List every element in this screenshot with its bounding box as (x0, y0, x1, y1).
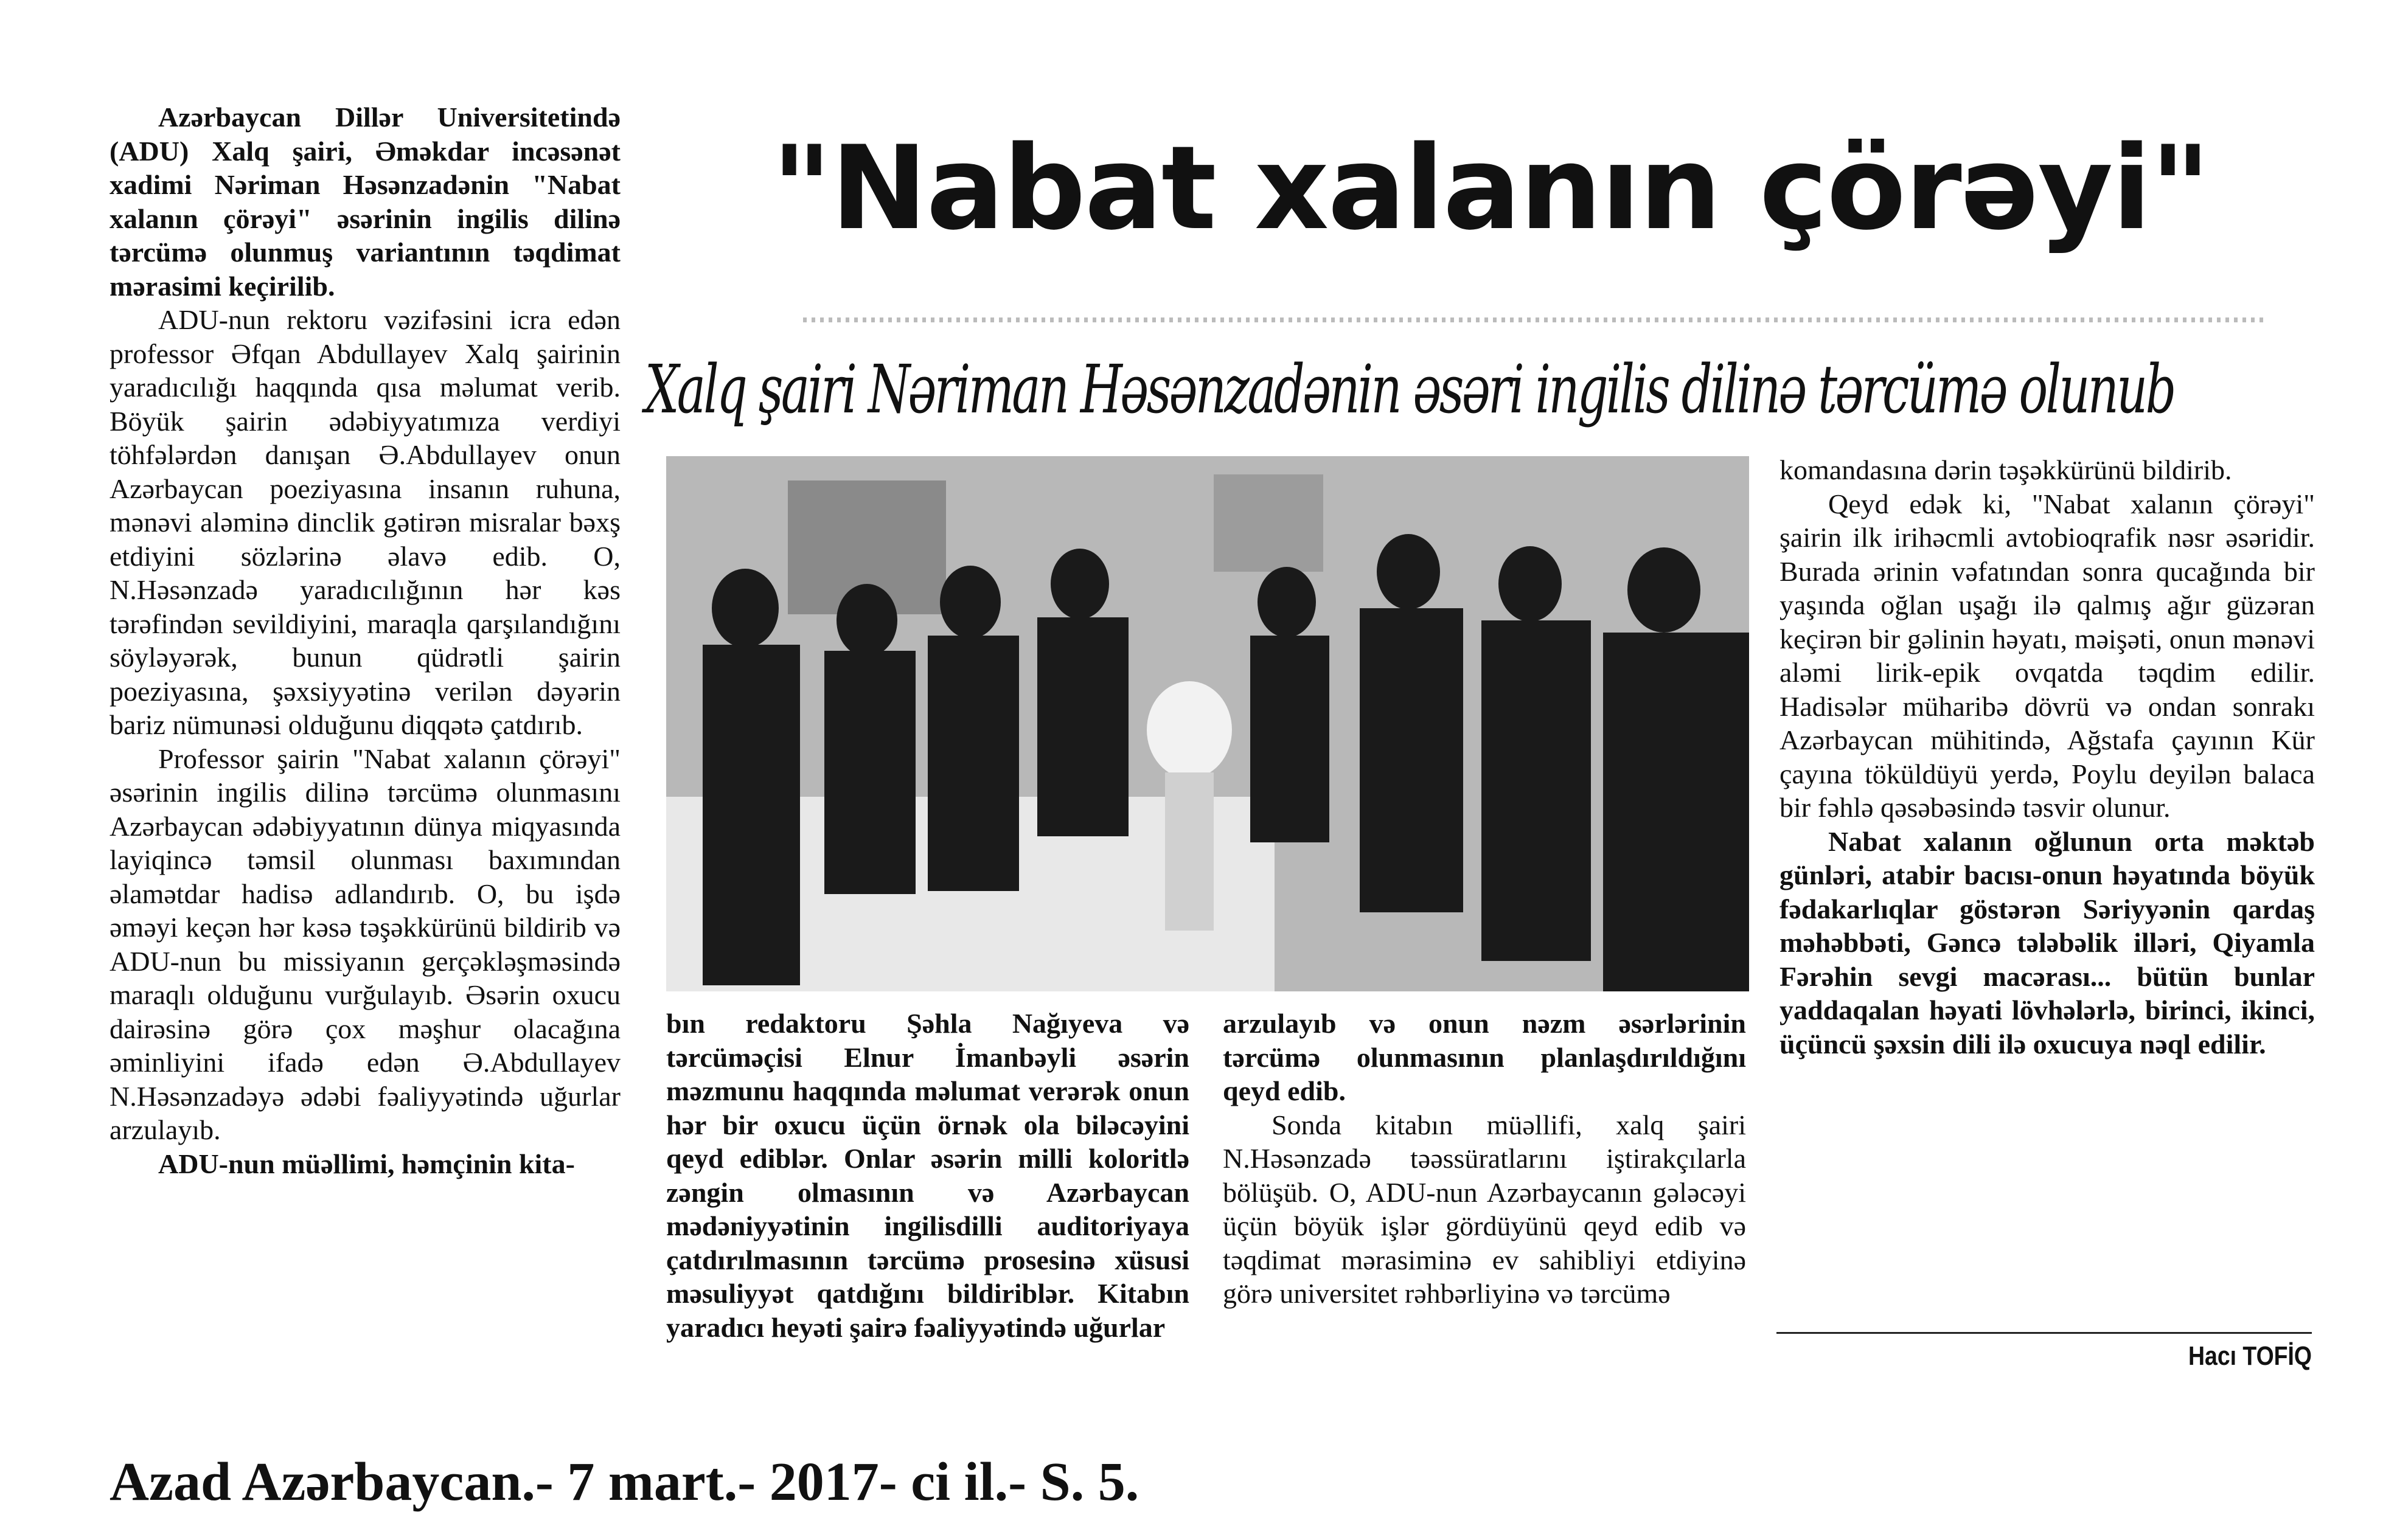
article-paragraph: Nabat xalanın oğlunun orta məktəb günləri, atabir bacısı-onun həyatında böyük fədakarlıqlar göstərən Səriyyənin qardaş məhəbbəti, Gəncə tələbəlik illəri, Qiyamla Fərəhin sevgi macərası... bütün bunlar yaddaqalan həyati lövhələrlə, birinci, ikinci, üçüncü şəxsin dili ilə oxucuya nəql edilir. (1779, 825, 2315, 1060)
source-citation: Azad Azərbaycan.- 7 mart.- 2017- ci il.- S. 5. (110, 1452, 1139, 1512)
event-photo-illustration (666, 456, 1749, 991)
article-paragraph: bın redaktoru Şəhla Nağıyeva və tərcüməçisi Elnur İmanbəyli əsərin məzmunu haqqında məlumat verərək onun hər bir oxucu üçün örnək ola biləcəyini qeyd ediblər. Onlar əsərin milli koloritlə zəngin olmasının və Azərbaycan mədəniyyətinin ingilisdilli auditoriyaya çatdırılmasının tərcümə prosesinə xüsusi məsuliyyət qatdığını bildiriblər. Kitabın yaradıcı heyəti şairə fəaliyyətində uğurlar (666, 1008, 1189, 1343)
author-signature: Hacı TOFİQ (2188, 1341, 2312, 1371)
signature-rule (1776, 1332, 2312, 1334)
article-paragraph: ADU-nun rektoru vəzifəsini icra edən professor Əfqan Abdullayev Xalq şairinin yaradıcılığı haqqında qısa məlumat verib. Böyük şairin ədəbiyyatımıza verdiyi töhfələrdən danışan Ə.Abdullayev onun Azərbaycan poeziyasına insanın ruhuna, mənəvi aləminə dinclik gətirən misralar bəxş etdiyini sözlərinə əlavə edib. O, N.Həsənzadə yaradıcılığının hər kəs tərəfindən sevildiyini, maraqla qarşılandığını söyləyərək, bunun qüdrətli şairin poeziyasına, şəxsiyyətinə verilən dəyərin bariz nümunəsi olduğunu diqqətə çatdırıb. (110, 304, 621, 740)
article-paragraph: arzulayıb və onun nəzm əsərlərinin tərcümə olunmasının planlaşdırıldığını qeyd edib. (1223, 1008, 1746, 1106)
event-photo (666, 456, 1749, 991)
headline: "Nabat xalanın çörəyi" (771, 121, 2210, 255)
article-column-1 (110, 100, 621, 1181)
article-column-3 (1223, 1007, 1746, 1311)
article-paragraph: komandasına dərin təşəkkürünü bildirib. (1779, 454, 2232, 485)
decorative-dotted-rule (803, 317, 2263, 322)
article-column-4 (1779, 453, 2315, 1061)
article-paragraph: Sonda kitabın müəllifi, xalq şairi N.Həsənzadə təəssüratlarını iştirakçılarla bölüşüb. O, ADU-nun Azərbaycanın gələcəyi üçün böyük işlər gördüyünü qeyd edib və təqdimat mərasiminə ev sahibliyi etdiyinə görə universitet rəhbərliyinə və tərcümə (1223, 1109, 1746, 1309)
article-paragraph: ADU-nun müəllimi, həmçinin kita- (158, 1148, 575, 1179)
article-paragraph: Professor şairin "Nabat xalanın çörəyi" əsərinin ingilis dilinə tərcümə olunmasını Azərbaycan ədəbiyyatının dünya miqyasında layiqincə təmsil olunması baxımından əlamətdar hadisə adlandırıb. O, bu işdə əməyi keçən hər kəsə təşəkkürünü bildirib və ADU-nun bu missiyanın gerçəkləşməsində maraqlı olduğunu vurğulayıb. Əsərin oxucu dairəsinə görə çox məşhur olacağına əminliyini ifadə edən Ə.Abdullayev N.Həsənzadəyə ədəbi fəaliyyətində uğurlar arzulayıb. (110, 743, 621, 1145)
article-column-2 (666, 1007, 1189, 1344)
subheadline: Xalq şairi Nəriman Həsənzadənin əsəri ingilis dilinə tərcümə olunub (645, 350, 2174, 428)
article-paragraph: Qeyd edək ki, "Nabat xalanın çörəyi" şairin ilk irihəcmli avtobioqrafik nəsr əsəridir. Burada ərinin vəfatından sonra qucağında bir yaşında oğlan uşağı ilə qalmış ağır güzəran keçirən bir gəlinin həyatı, məişəti, onun mənəvi aləmi lirik-epik ovqatda təqdim edilir. Hadisələr müharibə dövrü və ondan sonrakı Azərbaycan mühitində, Ağstafa çayının Kür çayına töküldüyü yerdə, Poylu deyilən balaca bir fəhlə qəsəbəsində təsvir olunur. (1779, 488, 2315, 823)
article-lead: Azərbaycan Dillər Universitetində (ADU) Xalq şairi, Əməkdar incəsənət xadimi Nəriman Həsənzadənin "Nabat xalanın çörəyi" əsərinin ingilis dilinə tərcümə olunmuş variantının təqdimat mərasimi keçirilib. (110, 102, 621, 302)
